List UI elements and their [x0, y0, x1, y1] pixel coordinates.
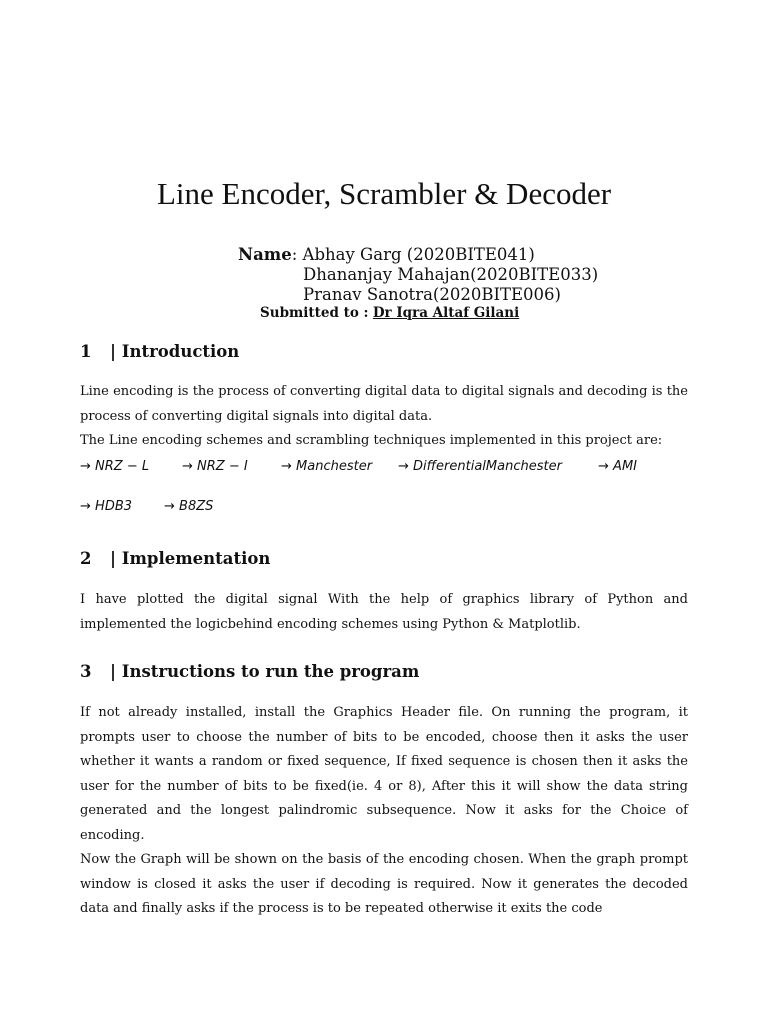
arrow-icon: → [80, 499, 91, 514]
author-name: Pranav Sanotra(2020BITE006) [303, 285, 561, 304]
submitted-label: Submitted to : [260, 305, 369, 321]
supervisor-name: Dr Iqra Altaf Gilani [372, 305, 520, 321]
submitted-to [260, 304, 519, 322]
section-number: 1 [80, 342, 92, 361]
instructions-paragraph [80, 701, 688, 848]
document-title: Line Encoder, Scrambler & Decoder [156, 176, 612, 211]
scheme-item: → AMI [598, 459, 637, 474]
section-title: | Introduction [110, 342, 240, 361]
author-row [238, 265, 598, 285]
scheme-item: → DifferentialManchester [398, 459, 562, 474]
author-name: Abhay Garg (2020BITE041) [302, 245, 535, 264]
schemes-row-1 [80, 457, 637, 477]
scheme-item: → NRZ − L [80, 459, 150, 474]
section-title: | Instructions to run the program [110, 662, 420, 681]
scheme-item: → NRZ − I [182, 459, 248, 474]
paragraph: If not already installed, install the Graphics Header file. On running the program, it prompts user to choose the number of bits to be encoded, choose then it asks the user whether it wants a random or fixed sequence, If fixed sequence is chosen then it asks the user for the number of bits to be fixed(ie. 4 or 8), After this it will show the data string generated and the longest palindromic subsequence. Now it asks for the Choice of encoding. [80, 705, 688, 843]
arrow-icon: → [281, 459, 292, 474]
author-row [238, 285, 598, 305]
arrow-icon: → [598, 459, 609, 474]
implementation-paragraph [80, 588, 688, 637]
introduction-paragraph [80, 380, 688, 454]
paragraph: Now the Graph will be shown on the basis of the encoding chosen. When the graph prompt window is closed it asks the user if decoding is required. Now it generates the decoded data and finally asks if the process is to be repeated otherwise it exits the code [80, 852, 688, 916]
section-number: 2 [80, 549, 92, 568]
arrow-icon: → [398, 459, 409, 474]
paragraph: I have plotted the digital signal With the help of graphics library of Python and implemented the logicbehind encoding schemes using Python & Matplotlib. [80, 592, 688, 632]
arrow-icon: → [182, 459, 193, 474]
section-heading-instructions [80, 661, 419, 683]
arrow-icon: → [80, 459, 91, 474]
author-name: Dhananjay Mahajan(2020BITE033) [303, 265, 599, 284]
paragraph: Line encoding is the process of converting digital data to digital signals and decoding is the process of converting digital signals into digital data. [80, 384, 688, 424]
section-number: 3 [80, 662, 92, 681]
section-title: | Implementation [110, 549, 271, 568]
section-heading-introduction [80, 341, 239, 363]
scheme-item: → Manchester [281, 459, 373, 474]
arrow-icon: → [164, 499, 175, 514]
section-heading-implementation [80, 548, 270, 570]
scheme-item: → HDB3 [80, 499, 133, 514]
author-row: Name: Abhay Garg (2020BITE041) [238, 245, 535, 264]
scheme-item: → B8ZS [164, 499, 214, 514]
schemes-row-2 [80, 497, 213, 517]
name-label: Name [238, 245, 292, 264]
paragraph: The Line encoding schemes and scrambling techniques implemented in this project are: [80, 433, 663, 448]
author-block [238, 245, 598, 305]
instructions-paragraph [80, 848, 688, 922]
